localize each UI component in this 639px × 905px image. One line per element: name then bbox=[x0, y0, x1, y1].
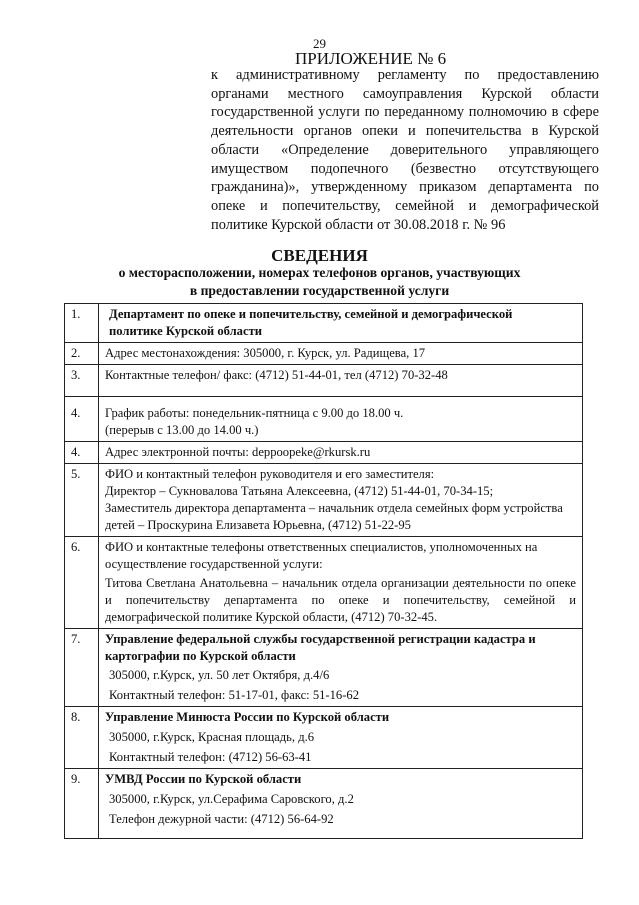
table-row bbox=[65, 397, 583, 442]
table-row bbox=[65, 707, 583, 769]
row-line: Контактный телефон: 51-17-01, факс: 51-16-62 bbox=[109, 688, 359, 702]
appendix-text: к административному регламенту по предоставлению органами местного самоуправления Курской области государственной услуги по переданному полномочию в сфере деятельности органов опеки и попечительства в Курской области «Определение доверительного управляющего имуществом подопечного (безвестно отсутствующего гражданина)», утвержденному приказом департамента по опеке и попечительству, семейной и демографической политике Курской области от 30.08.2018 г. № 96 bbox=[211, 67, 599, 233]
table-row bbox=[65, 365, 583, 397]
subtitle-line: о месторасположении, номерах телефонов органов, участвующих bbox=[118, 265, 521, 280]
table-row bbox=[65, 304, 583, 343]
row-number: 8. bbox=[65, 707, 99, 769]
row-content bbox=[99, 707, 583, 769]
row-line: Департамент по опеке и попечительству, семейной и демографической политике Курской области bbox=[109, 307, 513, 338]
row-line: Адрес электронной почты: deppoopeke@rkursk.ru bbox=[105, 445, 371, 459]
table-row bbox=[65, 343, 583, 365]
row-content bbox=[99, 442, 583, 464]
document-subtitle bbox=[0, 264, 639, 300]
row-line: 305000, г.Курск, Красная площадь, д.6 bbox=[109, 730, 315, 744]
table-row bbox=[65, 537, 583, 629]
document-title: СВЕДЕНИЯ bbox=[271, 246, 368, 265]
row-line: Телефон дежурной части: (4712) 56-64-92 bbox=[109, 812, 334, 826]
row-line: Директор – Сукновалова Татьяна Алексеевна, (4712) 51-44-01, 70-34-15; bbox=[105, 484, 494, 498]
row-content bbox=[99, 769, 583, 839]
row-content bbox=[99, 397, 583, 442]
row-number: 2. bbox=[65, 343, 99, 365]
row-number: 5. bbox=[65, 464, 99, 537]
row-number: 9. bbox=[65, 769, 99, 839]
row-content bbox=[99, 537, 583, 629]
row-line: 305000, г.Курск, ул.Серафима Саровского, д.2 bbox=[109, 792, 354, 806]
row-line: Управление Минюста России по Курской области bbox=[105, 710, 390, 724]
row-line: Титова Светлана Анатольевна – начальник отдела организации деятельности по опеке и попечительству департамента по опеке и попечительству, семейной и демографической политике Курской области, (4712) 70-32-45. bbox=[105, 576, 576, 624]
row-number: 4. bbox=[65, 442, 99, 464]
row-line: Заместитель директора департамента – начальник отдела семейных форм устройства детей – Проскурина Елизавета Юрьевна, (4712) 51-22-95 bbox=[105, 501, 563, 532]
row-content bbox=[99, 365, 583, 397]
row-content bbox=[99, 464, 583, 537]
row-line: Адрес местонахождения: 305000, г. Курск, ул. Радищева, 17 bbox=[105, 346, 426, 360]
table-row bbox=[65, 629, 583, 707]
appendix-title: ПРИЛОЖЕНИЕ № 6 bbox=[295, 49, 447, 68]
table-row bbox=[65, 442, 583, 464]
row-line: (перерыв с 13.00 до 14.00 ч.) bbox=[105, 423, 259, 437]
row-line: Контактные телефон/ факс: (4712) 51-44-01, тел (4712) 70-32-48 bbox=[105, 368, 448, 382]
row-content bbox=[99, 343, 583, 365]
table-row bbox=[65, 464, 583, 537]
row-line: Контактный телефон: (4712) 56-63-41 bbox=[109, 750, 312, 764]
info-table bbox=[64, 303, 583, 839]
row-number: 6. bbox=[65, 537, 99, 629]
row-line: УМВД России по Курской области bbox=[105, 772, 302, 786]
page-number: 29 bbox=[313, 36, 326, 51]
row-line: ФИО и контактный телефон руководителя и его заместителя: bbox=[105, 467, 435, 481]
row-line: ФИО и контактные телефоны ответственных специалистов, уполномоченных на осуществление государственной услуги: bbox=[105, 540, 538, 571]
row-number: 7. bbox=[65, 629, 99, 707]
table-row bbox=[65, 769, 583, 839]
row-content bbox=[99, 629, 583, 707]
subtitle-line: в предоставлении государственной услуги bbox=[189, 283, 450, 298]
row-number: 1. bbox=[65, 304, 99, 343]
row-content bbox=[99, 304, 583, 343]
row-line: 305000, г.Курск, ул. 50 лет Октября, д.4/6 bbox=[109, 668, 330, 682]
row-line: Управление федеральной службы государственной регистрации кадастра и картографии по Курской области bbox=[105, 632, 536, 663]
row-number: 3. bbox=[65, 365, 99, 397]
row-line: График работы: понедельник-пятница с 9.00 до 18.00 ч. bbox=[105, 406, 404, 420]
row-number: 4. bbox=[65, 397, 99, 442]
